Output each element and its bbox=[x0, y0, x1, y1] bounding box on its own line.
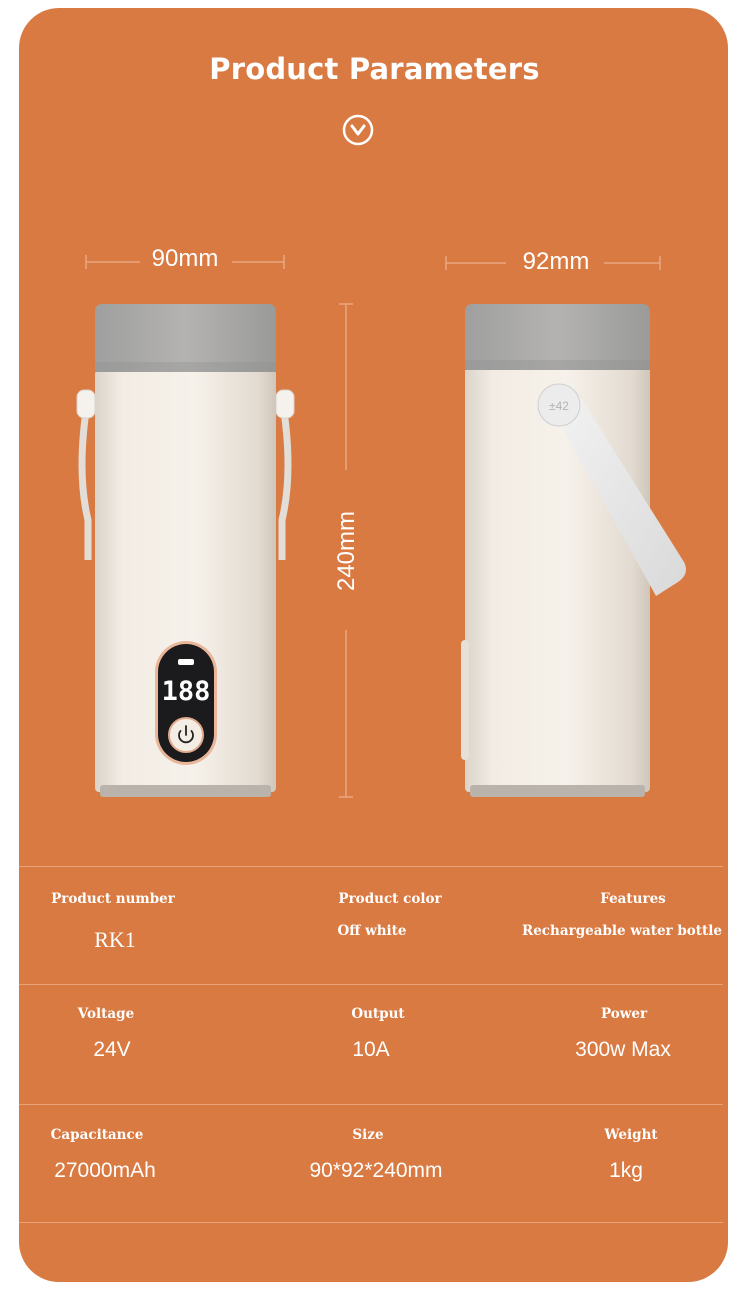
spec-value-weight: 1kg bbox=[609, 1159, 643, 1182]
spec-value-features: Rechargeable water bottle bbox=[522, 923, 722, 939]
spec-label-voltage: Voltage bbox=[77, 1006, 135, 1022]
spec-label-product-number: Product number bbox=[51, 891, 175, 907]
front-view-bottle bbox=[77, 304, 294, 797]
spec-value-output: 10A bbox=[352, 1038, 390, 1061]
side-width-label: 92mm bbox=[522, 248, 590, 275]
handle-badge: ±42 bbox=[549, 399, 569, 413]
spec-value-product-color: Off white bbox=[337, 923, 407, 939]
front-width-label: 90mm bbox=[151, 245, 219, 272]
spec-label-product-color: Product color bbox=[338, 891, 442, 907]
divider bbox=[19, 866, 723, 867]
spec-label-capacitance: Capacitance bbox=[50, 1127, 144, 1143]
display-readout: 188 bbox=[161, 676, 211, 707]
height-label: 240mm bbox=[333, 510, 360, 592]
front-width-dimension bbox=[86, 245, 284, 272]
page-title: Product Parameters bbox=[209, 52, 540, 86]
spec-label-weight: Weight bbox=[604, 1127, 658, 1143]
spec-value-size: 90*92*240mm bbox=[309, 1159, 443, 1182]
divider bbox=[19, 984, 723, 985]
spec-value-power: 300w Max bbox=[575, 1038, 671, 1061]
side-view-bottle bbox=[461, 304, 686, 797]
divider bbox=[19, 1222, 723, 1223]
spec-label-features: Features bbox=[600, 891, 666, 907]
divider bbox=[19, 1104, 723, 1105]
side-width-dimension bbox=[446, 248, 660, 275]
spec-label-power: Power bbox=[600, 1006, 648, 1022]
spec-value-capacitance: 27000mAh bbox=[54, 1159, 156, 1182]
spec-value-product-number: RK1 bbox=[94, 927, 136, 952]
spec-value-voltage: 24V bbox=[93, 1038, 131, 1061]
spec-label-output: Output bbox=[351, 1006, 405, 1022]
spec-label-size: Size bbox=[352, 1127, 384, 1143]
height-dimension bbox=[333, 304, 360, 797]
